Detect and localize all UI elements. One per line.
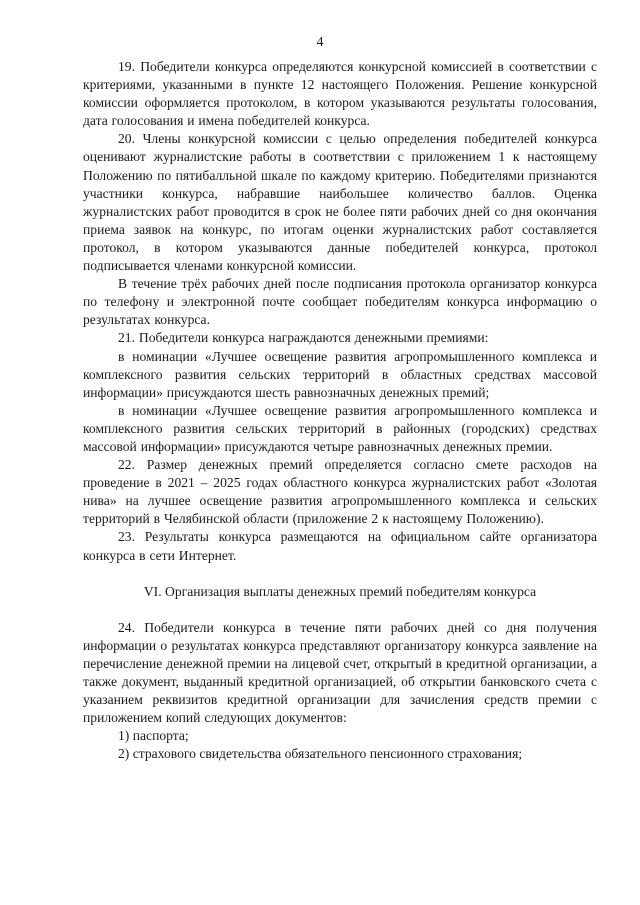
list-item-passport: 1) паспорта; <box>118 728 189 744</box>
paragraph-20-notification: В течение трёх рабочих дней после подписания протокола организатор конкурса по телефону и электронной почте сообщает победителям конкурса информацию о результатах конкурса. <box>83 276 597 328</box>
paragraph-21-district-nomination: в номинации «Лучшее освещение развития агропромышленного комплекса и комплексного развития сельских территорий в районных (городских) средствах массовой информации» присуждаются четыре равнозначных денежных премии. <box>83 402 597 454</box>
paragraph-24: 24. Победители конкурса в течение пяти рабочих дней со дня получения информации о результатах конкурса представляют организатору конкурса заявление на перечисление денежной премии на лицевой счет, открытый в кредитной организации, а также документ, выданный кредитной организацией, об открытии банковского счета с указанием реквизитов кредитной организации для зачисления средств премии с приложением копий следующих документов: <box>83 619 597 726</box>
paragraph-19: 19. Победители конкурса определяются конкурсной комиссией в соответствии с критериями, указанными в пункте 12 настоящего Положения. Решение конкурсной комиссии оформляется протоколом, в котором указываются результаты голосования, дата голосования и имена победителей конкурса. <box>83 59 597 129</box>
paragraph-21: 21. Победители конкурса награждаются денежными премиями: <box>118 330 489 346</box>
paragraph-22: 22. Размер денежных премий определяется согласно смете расходов на проведение в 2021 – 2025 годах областного конкурса журналистских работ «Золотая нива» на лучшее освещение развития агропромышленного комплекса и сельских территорий в Челябинской области (приложение 2 к настоящему Положению). <box>83 457 597 527</box>
page-number: 4 <box>316 35 324 50</box>
paragraph-23: 23. Результаты конкурса размещаются на официальном сайте организатора конкурса в сети Интернет. <box>83 529 597 563</box>
paragraph-21-regional-nomination: в номинации «Лучшее освещение развития агропромышленного комплекса и комплексного развития сельских территорий в областных средствах массовой информации» присуждаются шесть равнозначных денежных премий; <box>83 348 597 400</box>
paragraph-20: 20. Члены конкурсной комиссии с целью определения победителей конкурса оценивают журналистские работы в соответствии с приложением 1 к настоящему Положению по пятибалльной шкале по каждому критерию. Победителями признаются участники конкурса, набравшие наибольшее количество баллов. Оценка журналистских работ проводится в срок не более пяти рабочих дней со дня окончания приема заявок на конкурс, по итогам оценки журналистских работ составляется протокол, в котором указываются данные победителей конкурса, протокол подписывается членами конкурсной комиссии. <box>83 131 597 274</box>
section-heading: VI. Организация выплаты денежных премий победителям конкурса <box>143 583 537 599</box>
document-body <box>83 58 597 763</box>
list-item-pension-certificate: 2) страхового свидетельства обязательного пенсионного страхования; <box>118 746 523 762</box>
